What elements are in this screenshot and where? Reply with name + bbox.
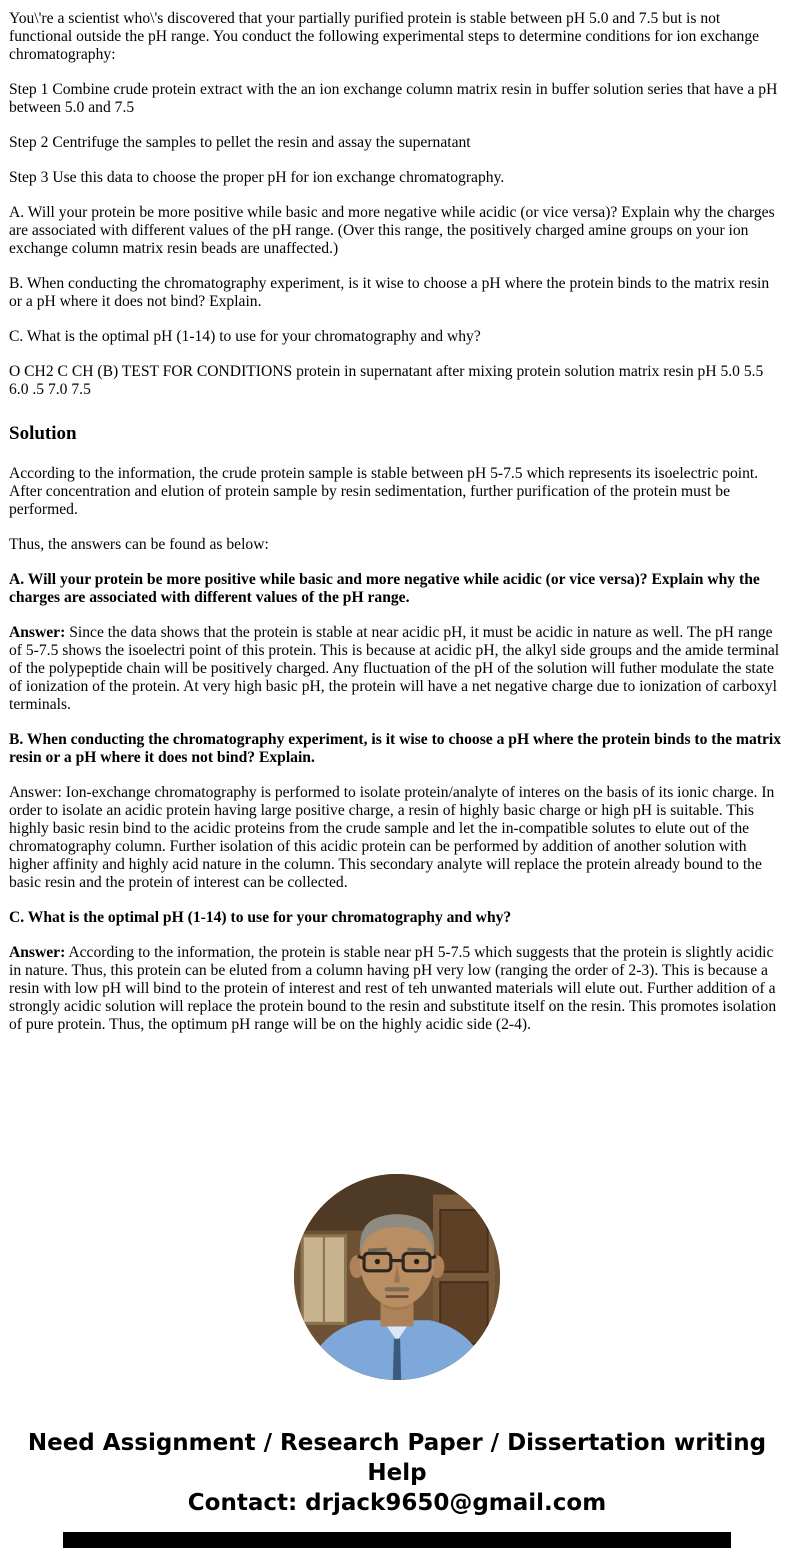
answer-a-text: Since the data shows that the protein is stable at near acidic pH, it must be acidic in nature as well. The pH range of 5-7.5 shows the isoelectri point of this protein. This is because at acidic pH, the alkyl side groups and the amide terminal of the polypeptide chain will be positively charged. Any fluctuation of the pH of the solution will futher modulate the state of ionization of the protein. At very high basic pH, the protein will have a net negative charge due to ionization of carboxyl terminals. (9, 624, 780, 713)
question-conditions-line: O CH2 C CH (B) TEST FOR CONDITIONS protein in supernatant after mixing protein solution matrix resin pH 5.0 5.5 6.0 .5 7.0 7.5 (9, 363, 764, 398)
contact-email: Contact: drjack9650@gmail.com (187, 1490, 607, 1516)
footer-cta (16, 1428, 778, 1518)
question-part-a: A. Will your protein be more positive while basic and more negative while acidic (or vice versa)? Explain why the charges are associated with different values of the pH range. (Over this range, the positively charged amine groups on your ion exchange column matrix resin beads are unaffected.) (9, 204, 775, 257)
answer-b-text: Ion-exchange chromatography is performed to isolate protein/analyte of interes on the basis of its ionic charge. In order to isolate an acidic protein having large positive charge, a resin of highly basic charge or high pH is suitable. This highly basic resin bind to the acidic proteins from the crude sample and let the in-compatible solutes to elute out of the chromatography column. Further isolation of this acidic protein can be performed by addition of another solution with higher affinity and highly acid nature in the column. This secondary analyte will replace the protein already bound to the basic resin and the protein of interest can be collected. (9, 784, 775, 891)
question-step-3: Step 3 Use this data to choose the proper pH for ion exchange chromatography. (9, 169, 505, 186)
tutor-portrait-icon (294, 1174, 500, 1380)
solution-answer-a (9, 624, 785, 714)
avatar (294, 1174, 500, 1380)
question-part-b: B. When conducting the chromatography experiment, is it wise to choose a pH where the protein binds to the matrix resin or a pH where it does not bind? Explain. (9, 275, 770, 310)
answer-b-label: Answer: (9, 784, 62, 801)
question-step-1: Step 1 Combine crude protein extract with the an ion exchange column matrix resin in buffer solution series that have a pH between 5.0 and 7.5 (9, 81, 778, 116)
question-step-2: Step 2 Centrifuge the samples to pellet the resin and assay the supernatant (9, 134, 471, 151)
solution-answer-b (9, 784, 785, 892)
answer-a-label: Answer: (9, 624, 66, 641)
answer-c-text: According to the information, the protein is stable near pH 5-7.5 which suggests that the protein is slightly acidic in nature. Thus, this protein can be eluted from a column having pH very low (ranging the order of 2-3). This is because a resin with low pH will bind to the protein of interest and rest of teh unwanted materials will elute out. Further addition of a strongly acidic solution will replace the protein bound to the resin and substitute itself on the resin. This promotes isolation of pure protein. Thus, the optimum pH range will be on the highly acidic side (2-4). (9, 944, 777, 1033)
solution-lead: Thus, the answers can be found as below: (9, 536, 269, 553)
answer-c-label: Answer: (9, 944, 66, 961)
question-intro: You\'re a scientist who\'s discovered that your partially purified protein is stable between pH 5.0 and 7.5 but is not functional outside the pH range. You conduct the following experimental steps to determine conditions for ion exchange chromatography: (9, 10, 760, 63)
solution-question-b: B. When conducting the chromatography experiment, is it wise to choose a pH where the protein binds to the matrix resin or a pH where it does not bind? Explain. (9, 731, 782, 766)
solution-intro: According to the information, the crude protein sample is stable between pH 5-7.5 which represents its isoelectric point. After concentration and elution of protein sample by resin sedimentation, further purification of the protein must be performed. (9, 465, 759, 518)
question-part-c: C. What is the optimal pH (1-14) to use for your chromatography and why? (9, 328, 481, 345)
cta-heading: Need Assignment / Research Paper / Dissertation writing Help (27, 1430, 767, 1486)
bottom-black-bar (63, 1532, 731, 1548)
solution-answer-c (9, 944, 785, 1034)
solution-question-a: A. Will your protein be more positive while basic and more negative while acidic (or vice versa)? Explain why the charges are associated with different values of the pH range. (9, 571, 760, 606)
solution-heading: Solution (9, 423, 77, 444)
solution-question-c: C. What is the optimal pH (1-14) to use for your chromatography and why? (9, 909, 512, 926)
